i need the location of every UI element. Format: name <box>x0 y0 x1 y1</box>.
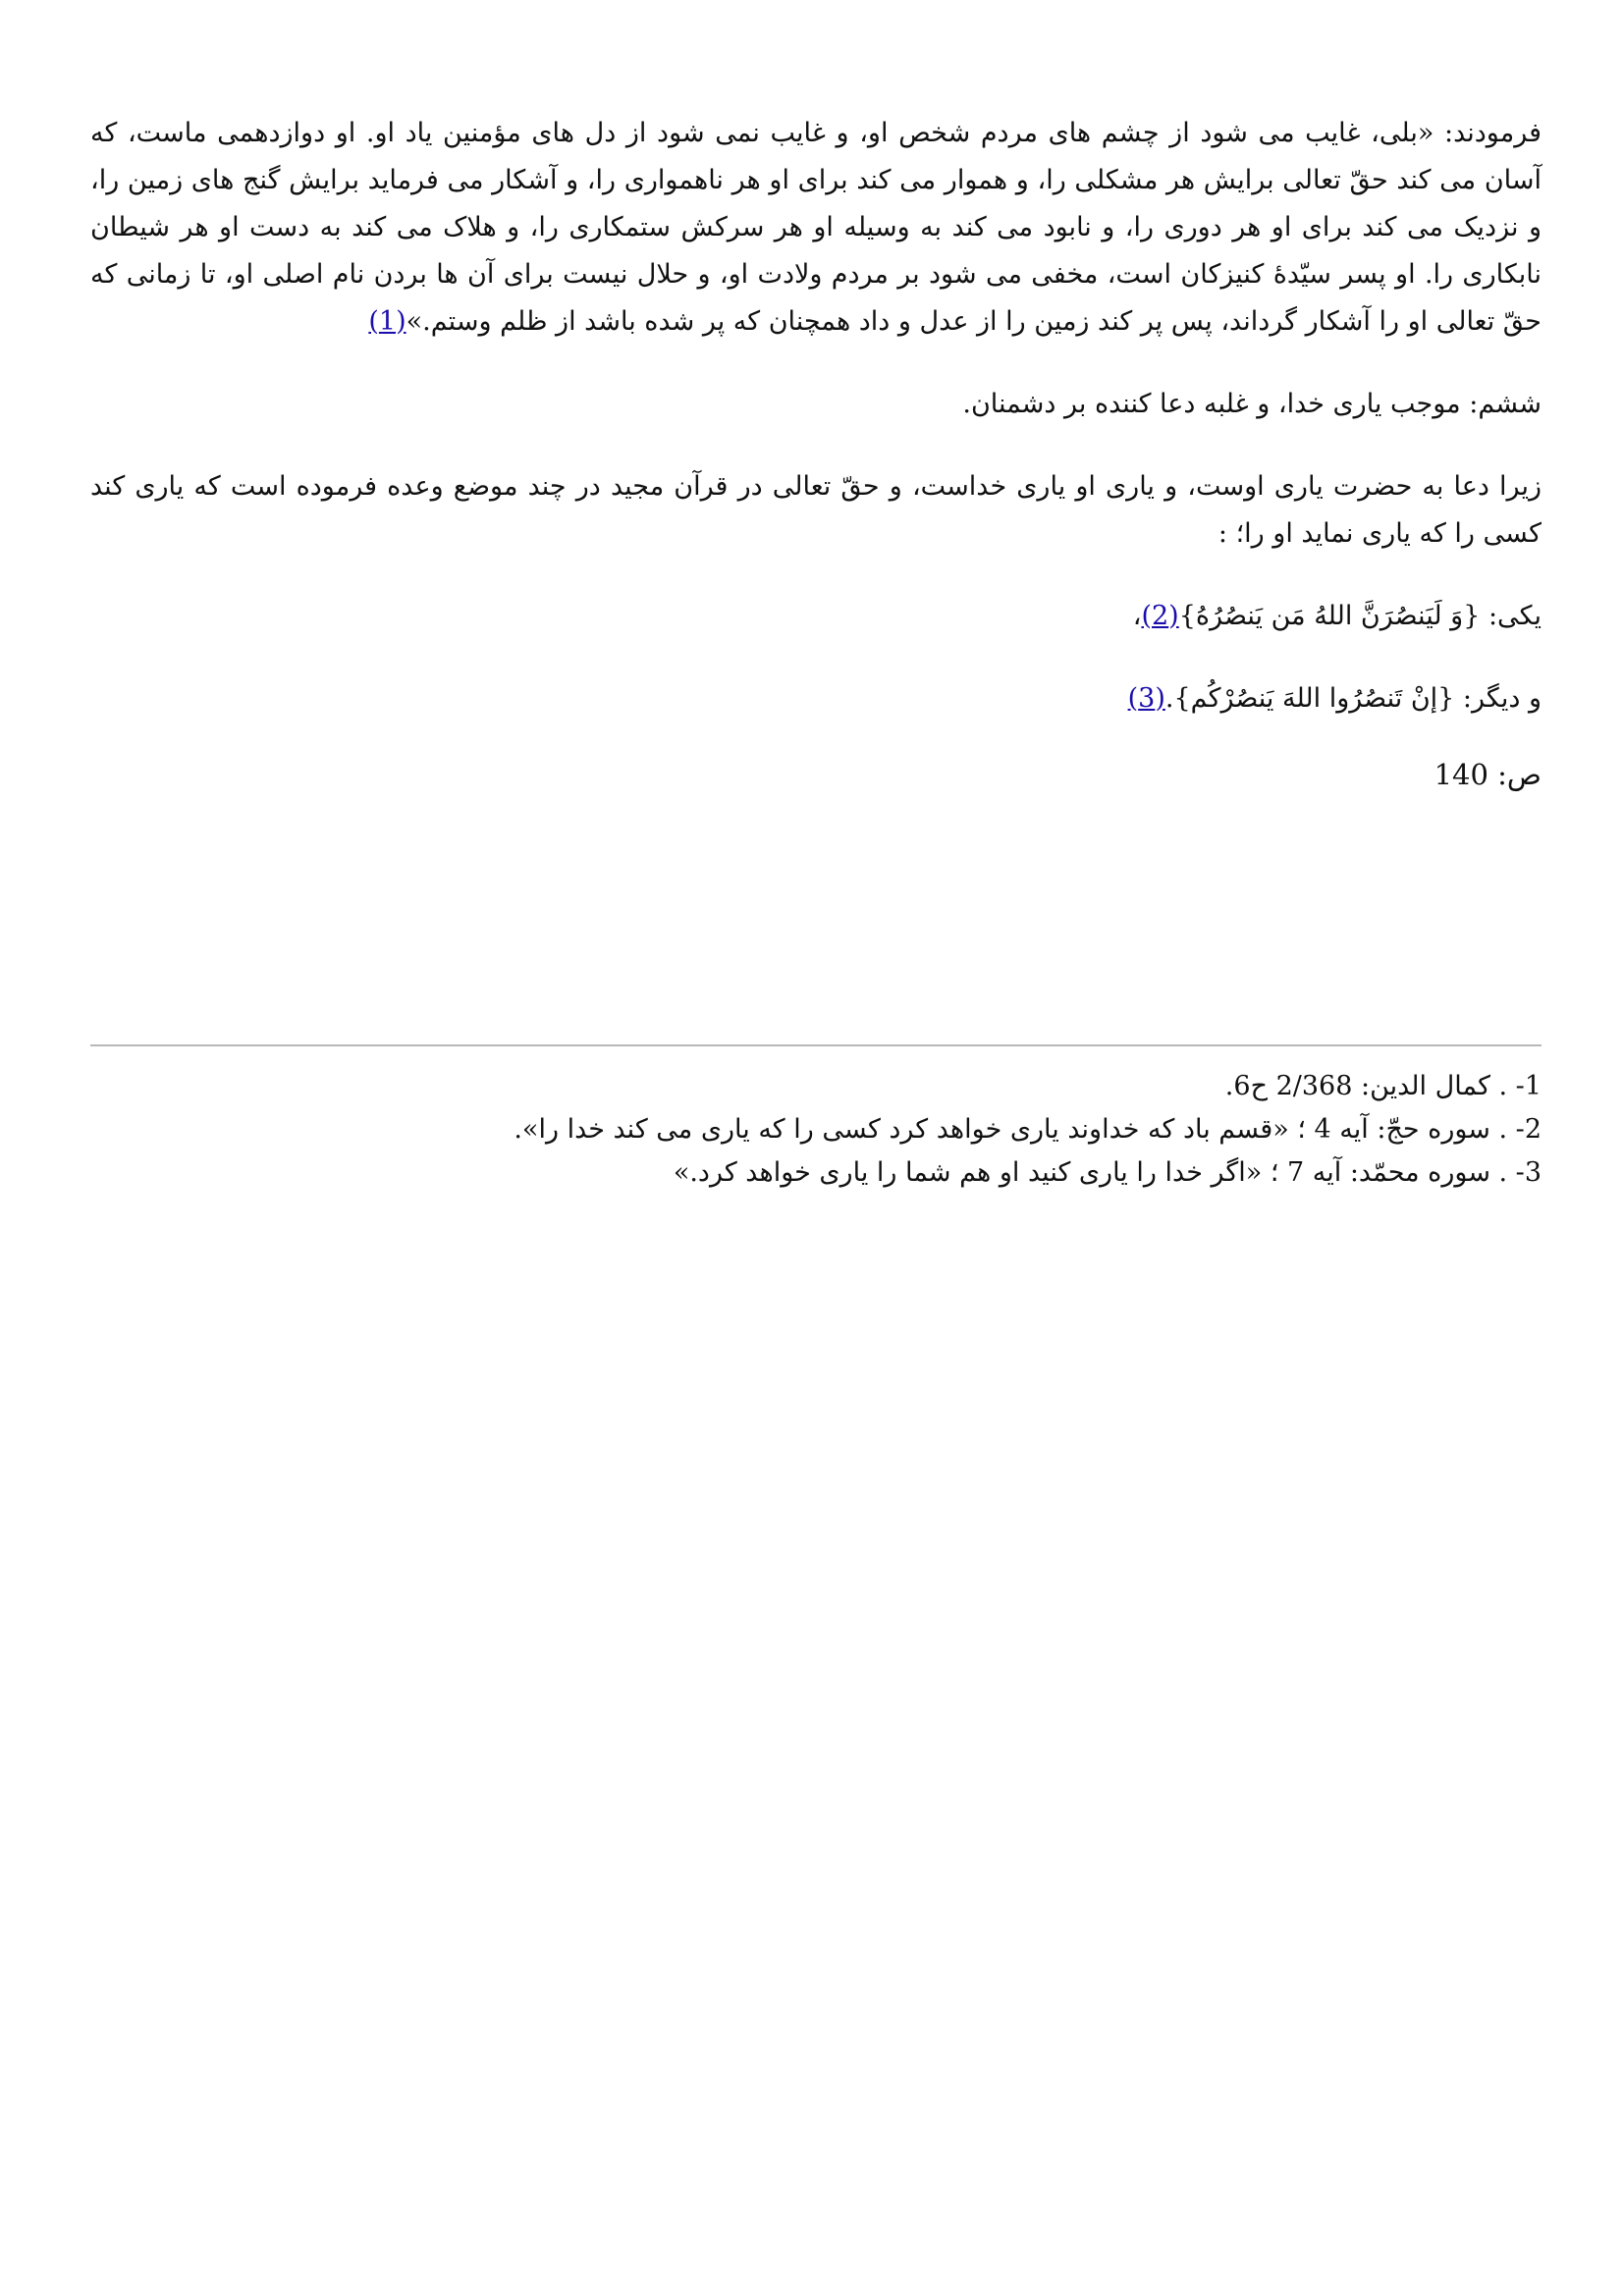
paragraph-hadith <box>90 110 1542 346</box>
paragraph-sixth-heading-text: ششم: موجب یاری خدا، و غلبه دعا کننده بر دشمنان. <box>962 389 1542 419</box>
footnote-link-3[interactable]: (3) <box>1127 683 1165 714</box>
document-body <box>90 110 1542 844</box>
paragraph-verse-one-text: یکی: {وَ لَیَنصُرَنَّ اللهُ مَن یَنصُرُهُ} <box>1178 601 1542 631</box>
footnote-divider <box>90 1044 1542 1046</box>
paragraph-explanation-text: زیرا دعا به حضرت یاری اوست، و یاری او یاری خداست، و حقّ تعالی در قرآن مجید در چند موضع وعده فرموده است که یاری کند کسی را که یاری نماید او را؛ : <box>90 471 1542 549</box>
footnote-3: 3- . سوره محمّد: آیه 7 ؛ «اگر خدا را یاری کنید او هم شما را یاری خواهد کرد.» <box>673 1157 1542 1188</box>
footnote-1: 1- . کمال الدین: 2/368 ح6. <box>1224 1071 1542 1101</box>
footnote-link-1[interactable]: (1) <box>368 306 406 337</box>
footnote-link-2[interactable]: (2) <box>1141 601 1179 631</box>
footnote-2: 2- . سوره حجّ: آیه 4 ؛ «قسم باد که خداوند یاری خواهد کرد کسی را که یاری می کند خدا را». <box>514 1114 1542 1145</box>
paragraph-explanation <box>90 463 1542 558</box>
paragraph-verse-one-punct: ، <box>1132 601 1142 631</box>
page-number: ص: 140 <box>1434 758 1542 791</box>
footnotes-section <box>90 1065 1542 1195</box>
paragraph-verse-two <box>90 675 1542 722</box>
paragraph-verse-one <box>90 593 1542 640</box>
paragraph-sixth-heading <box>90 381 1542 428</box>
paragraph-hadith-text: فرمودند: «بلی، غایب می شود از چشم های مردم شخص او، و غایب نمی شود از دل های مؤمنین یاد او. او دوازدهمی ماست، که آسان می کند حقّ تعالی برایش هر مشکلی را، و هموار می کند برای او هر ناهمواری را، و آشکار می فرماید برایش گنج های زمین را، و نزدیک می کند برای او هر دوری را، و نابود می کند به وسیله او هر سرکش ستمکاری را، و هلاک می کند به دست او هر شیطان نابکاری را. او پسر سیّدهٔ کنیزکان است، مخفی می شود بر مردم ولادت او، و حلال نیست برای آن ها بردن نام اصلی او، تا زمانی که حقّ تعالی او را آشکار گرداند، پس پر کند زمین را از عدل و داد همچنان که پر شده باشد از ظلم وستم.» <box>90 118 1542 337</box>
paragraph-verse-two-text: و دیگر: {إنْ تَنصُرُوا اللهَ یَنصُرْکُم}. <box>1164 683 1542 714</box>
